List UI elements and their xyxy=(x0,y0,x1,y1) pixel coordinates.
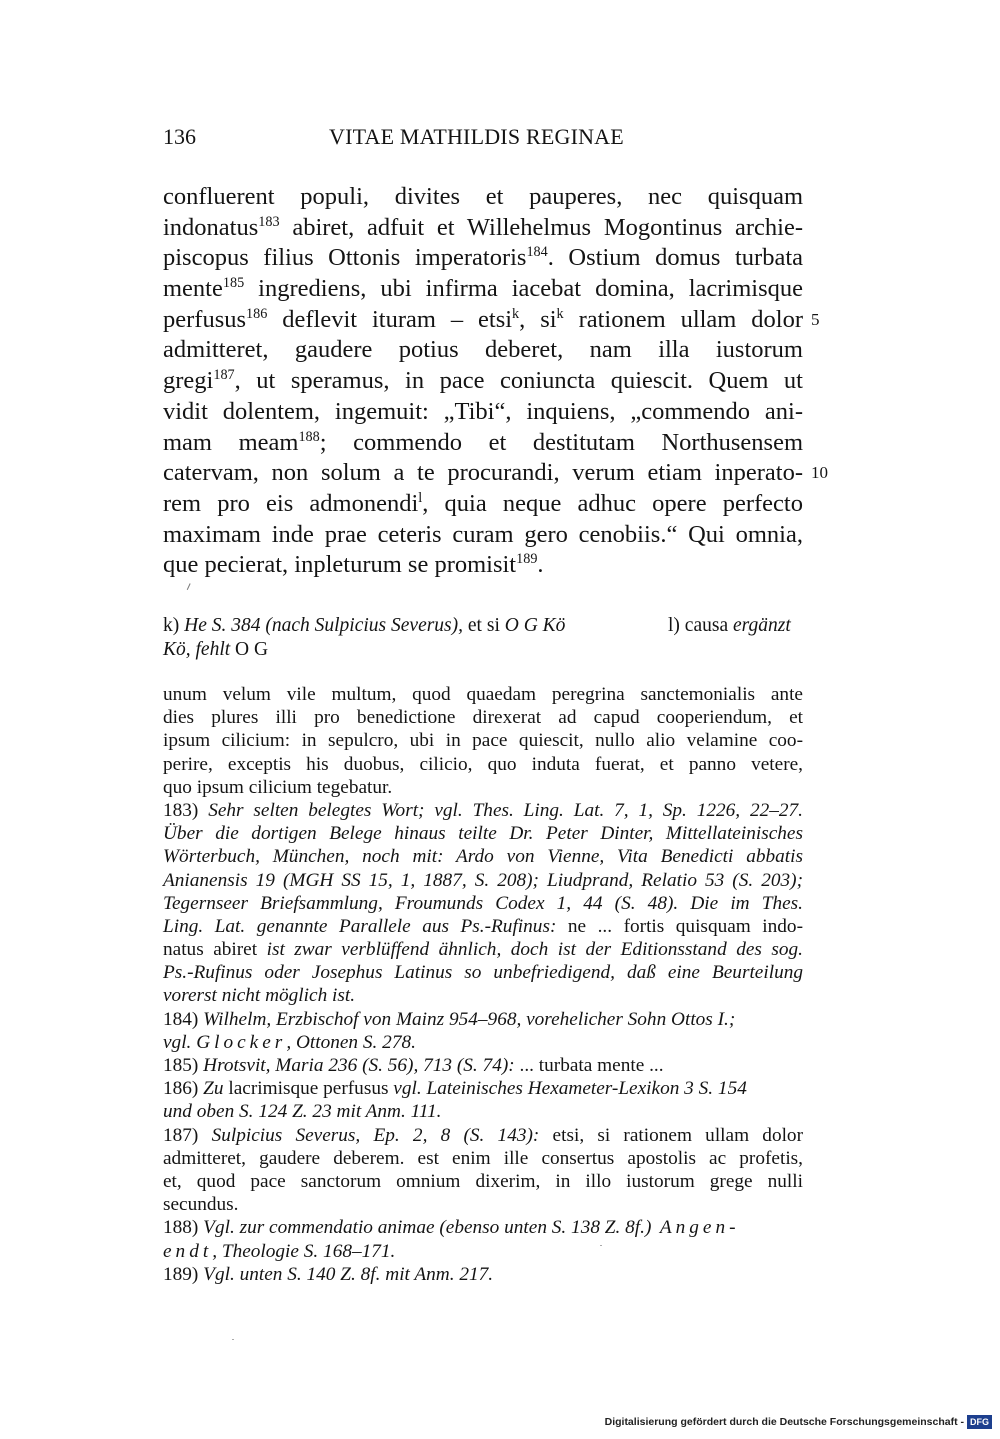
footnote-ref: 185 xyxy=(222,275,245,292)
footnote-ref: 188 xyxy=(298,428,320,445)
page-number: 136 xyxy=(163,124,196,149)
footnote-ref: 183 xyxy=(258,213,280,230)
text-line: mam meam$^{188}$; commendo et destitutam Northusensem xyxy=(163,428,804,456)
text-line: admitteret, gaudere potius deberet, nam illa iustorum xyxy=(163,336,803,364)
apparatus-ref: k xyxy=(512,305,520,322)
footnotes xyxy=(163,683,803,1286)
note-line: ipsum cilicium: in sepulcro, ubi in pace quiescit, nullo alio velamine coo- xyxy=(163,730,803,752)
dfg-logo-icon: DFG xyxy=(967,1415,992,1429)
apparatus-line xyxy=(163,614,803,638)
footnote-189: 189) Vgl. unten S. 140 Z. 8f. mit Anm. 217. xyxy=(163,1263,494,1285)
text-line: mente$^{185}$ ingrediens, ubi infirma iacebat domina, lacrimisque xyxy=(163,275,803,303)
line-number-marker: 10 xyxy=(811,463,828,483)
footnote-186: 186) Zu lacrimisque perfusus vgl. Lateinisches Hexameter-Lexikon 3 S. 154 xyxy=(163,1078,747,1100)
footnote-ref: 184 xyxy=(526,244,548,261)
note-line: Ps.-Rufinus oder Josephus Latinus so unbefriedigend, daß eine Beurteilung xyxy=(163,962,803,984)
note-line: endt, Theologie S. 168–171. xyxy=(163,1240,396,1262)
note-line: quo ipsum cilicium tegebatur. xyxy=(163,776,393,798)
note-line: secundus. xyxy=(163,1194,239,1216)
note-line: Tegernseer Briefsammlung, Froumunds Codex 1, 44 (S. 48). Die im Thes. xyxy=(163,892,803,914)
footnote-185: 185) Hrotsvit, Maria 236 (S. 56), 713 (S. 74): ... turbata mente ... xyxy=(163,1055,664,1076)
apparatus-entry-k: k) He S. 384 (nach Sulpicius Severus), et si O G Kö xyxy=(163,615,566,636)
apparatus-line: Kö, fehlt O G xyxy=(163,639,269,660)
running-title: VITAE MATHILDIS REGINAE xyxy=(329,124,624,149)
footnote-188: 188) Vgl. zur commendatio animae (ebenso unten S. 138 Z. 8f.) Angen- xyxy=(163,1217,740,1239)
text-line: rem pro eis admonendi$^l$, quia neque adhuc opere perfecto xyxy=(163,489,803,517)
text-line: maximam inde prae ceteris curam gero cenobiis.“ Qui omnia, xyxy=(163,520,803,548)
text-line: piscopus filius Ottonis imperatoris$^{184}$. Ostium domus turbata xyxy=(163,244,804,272)
scan-speck xyxy=(600,1245,602,1246)
text-line: confluerent populi, divites et pauperes, nec quisquam xyxy=(163,183,803,210)
note-line: Anianensis 19 (MGH SS 15, 1, 1887, S. 208); Liudprand, Relatio 53 (S. 203); xyxy=(163,869,803,891)
footnote-184: 184) Wilhelm, Erzbischof von Mainz 954–968, vorehelicher Sohn Ottos I.; xyxy=(163,1008,736,1030)
digitization-credit xyxy=(605,1414,992,1430)
line-number-marker: 5 xyxy=(811,309,820,329)
main-text xyxy=(163,182,828,581)
text-line: vidit dolentem, ingemuit: „Tibi“, inquiens, „commendo ani- xyxy=(163,397,803,425)
page-header xyxy=(163,124,803,154)
text-line: catervam, non solum a te procurandi, verum etiam inperato- 10 xyxy=(163,458,803,489)
note-line: Wörterbuch, München, noch mit: Ardo von Vienne, Vita Benedicti abbatis xyxy=(163,846,803,868)
note-line: vorerst nicht möglich ist. xyxy=(163,985,356,1007)
scan-speck xyxy=(232,1339,234,1340)
apparatus-ref: l xyxy=(418,490,423,507)
critical-apparatus xyxy=(163,614,803,662)
text-line: perfusus$^{186}$ deflevit ituram – etsi$^k$, $si^k$ rationem ullam dolor 5 xyxy=(163,305,803,336)
footnote-ref: 186 xyxy=(246,305,268,322)
text-line: que pecierat, inpleturum se promisit$^{189}$. xyxy=(163,551,544,579)
footnote-187: 187) Sulpicius Severus, Ep. 2, 8 (S. 143): etsi, si rationem ullam dolor xyxy=(163,1124,803,1146)
footnote-183: 183) Sehr selten belegtes Wort; vgl. Thes. Ling. Lat. 7, 1, Sp. 1226, 22–27. xyxy=(163,799,803,821)
note-line: Ling. Lat. genannte Parallele aus Ps.-Rufinus: ne ... fortis quisquam indo- xyxy=(163,915,803,937)
footnote-ref: 189 xyxy=(516,551,538,568)
note-line: natus abiret ist zwar verblüffend ähnlich, doch ist der Editionsstand des sog. xyxy=(163,939,804,961)
note-line: dies plures illi pro benedictione direxerat ad capud cooperiendum, et xyxy=(163,707,803,729)
note-line: unum velum vile multum, quod quaedam peregrina sanctemonialis ante xyxy=(163,684,803,705)
text-line: indonatus$^{183}$ abiret, adfuit et Willehelmus Mogontinus archie- xyxy=(163,213,803,241)
note-line: admitteret, gaudere deberem. est enim ille consertus apostolis ac profetis, xyxy=(163,1147,803,1169)
credit-text: Digitalisierung gefördert durch die Deutsche Forschungsgemeinschaft - xyxy=(604,1416,964,1428)
note-line: et, quod pace sanctorum omnium dixerim, in illo iustorum grege nulli xyxy=(163,1170,803,1192)
note-line: und oben S. 124 Z. 23 mit Anm. 111. xyxy=(163,1101,442,1123)
note-line: Über die dortigen Belege hinaus teilte Dr. Peter Dinter, Mittellateinisches xyxy=(163,823,803,845)
apparatus-entry-l: l) causa ergänzt xyxy=(668,615,791,636)
pencil-mark xyxy=(187,583,194,591)
note-line: vgl. Glocker, Ottonen S. 278. xyxy=(163,1031,416,1053)
footnote-ref: 187 xyxy=(213,367,235,384)
note-line: perire, exceptis his duobus, cilicio, quo induta fuerat, et panno vetere, xyxy=(163,753,803,775)
text-line: gregi$^{187}$, ut speramus, in pace coniuncta quiescit. Quem ut xyxy=(163,367,803,395)
apparatus-ref: k xyxy=(556,305,564,322)
